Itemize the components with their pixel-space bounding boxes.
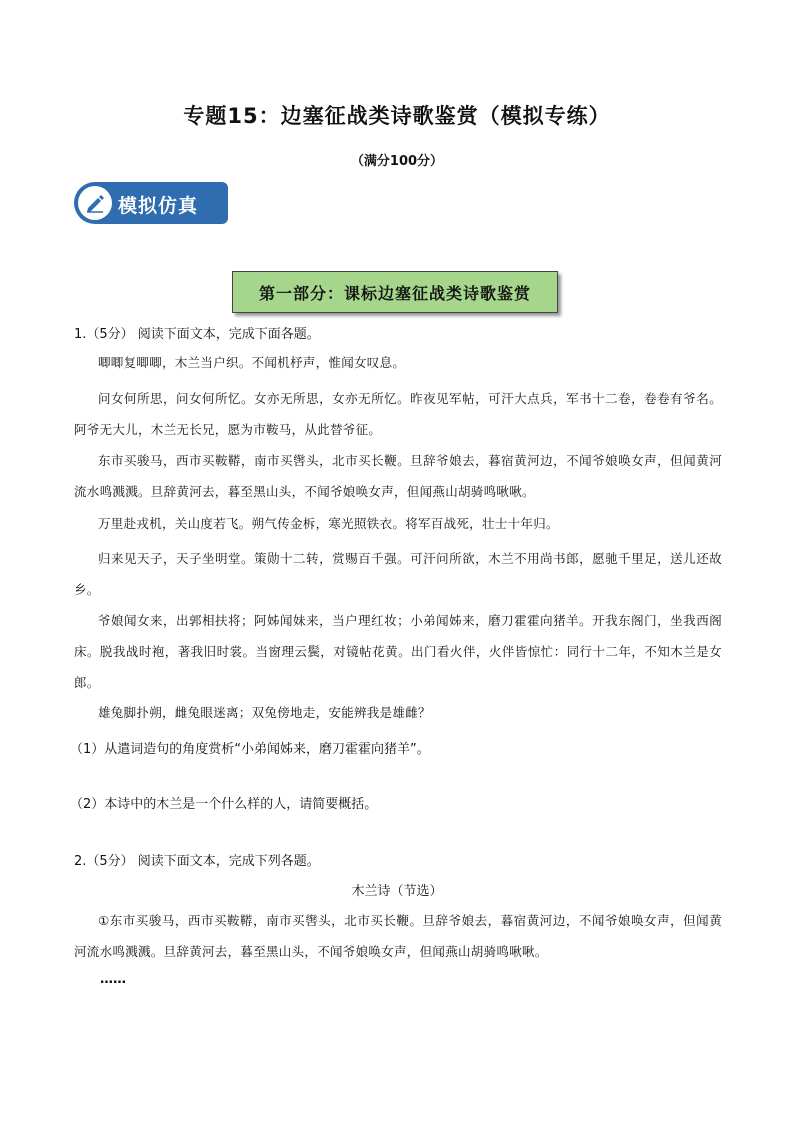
section-title: 第一部分：课标边塞征战类诗歌鉴赏 xyxy=(232,271,558,313)
q1-paragraph: 问女何所思，问女何所忆。女亦无所思，女亦无所忆。昨夜见军帖，可汗大点兵，军书十二卷，卷卷有爷名。阿爷无大儿，木兰无长兄，愿为市鞍马，从此替爷征。 xyxy=(74,391,722,437)
score-subtitle: （满分100分） xyxy=(350,154,444,169)
page-title: 专题15：边塞征战类诗歌鉴赏（模拟专练） xyxy=(183,104,611,128)
ellipsis: …… xyxy=(100,972,126,987)
q1-sub-question: （1）从遣词造句的角度赏析“小弟闻姊来，磨刀霍霍向猪羊”。 xyxy=(70,742,430,757)
question-1-head: 1.（5分） 阅读下面文本，完成下面各题。 xyxy=(74,327,320,342)
q1-sub-question: （2）本诗中的木兰是一个什么样的人，请简要概括。 xyxy=(70,797,378,812)
badge-label: 模拟仿真 xyxy=(118,195,199,217)
q1-paragraph: 万里赴戎机，关山度若飞。朔气传金柝，寒光照铁衣。将军百战死，壮士十年归。 xyxy=(98,516,559,531)
q1-paragraph: 唧唧复唧唧，木兰当户织。不闻机杼声，惟闻女叹息。 xyxy=(98,355,406,370)
q1-paragraph: 归来见天子，天子坐明堂。策勋十二转，赏赐百千强。可汗问所欲，木兰不用尚书郎，愿驰千里足，送儿还故乡。 xyxy=(74,551,722,597)
simulation-badge xyxy=(74,182,228,224)
pencil-icon xyxy=(78,186,112,220)
q1-paragraph: 雄兔脚扑朔，雌兔眼迷离；双兔傍地走，安能辨我是雄雌？ xyxy=(98,705,431,720)
poem-title: 木兰诗（节选） xyxy=(351,884,443,899)
q1-paragraph: 东市买骏马，西市买鞍鞯，南市买辔头，北市买长鞭。旦辞爷娘去，暮宿黄河边，不闻爷娘唤女声，但闻黄河流水鸣溅溅。旦辞黄河去，暮至黑山头，不闻爷娘唤女声，但闻燕山胡骑鸣啾啾。 xyxy=(74,453,722,499)
q2-paragraph: ①东市买骏马，西市买鞍鞯，南市买辔头，北市买长鞭。旦辞爷娘去，暮宿黄河边，不闻爷娘唤女声，但闻黄河流水鸣溅溅。旦辞黄河去，暮至黑山头，不闻爷娘唤女声，但闻燕山胡骑鸣啾啾。 xyxy=(74,913,722,959)
q1-paragraph: 爷娘闻女来，出郭相扶将；阿姊闻妹来，当户理红妆；小弟闻姊来，磨刀霍霍向猪羊。开我东阁门，坐我西阁床。脱我战时袍，著我旧时裳。当窗理云鬓，对镜帖花黄。出门看火伴，火伴皆惊忙：同行十二年，不知木兰是女郎。 xyxy=(74,613,722,690)
question-2-head: 2.（5分） 阅读下面文本，完成下列各题。 xyxy=(74,854,320,869)
